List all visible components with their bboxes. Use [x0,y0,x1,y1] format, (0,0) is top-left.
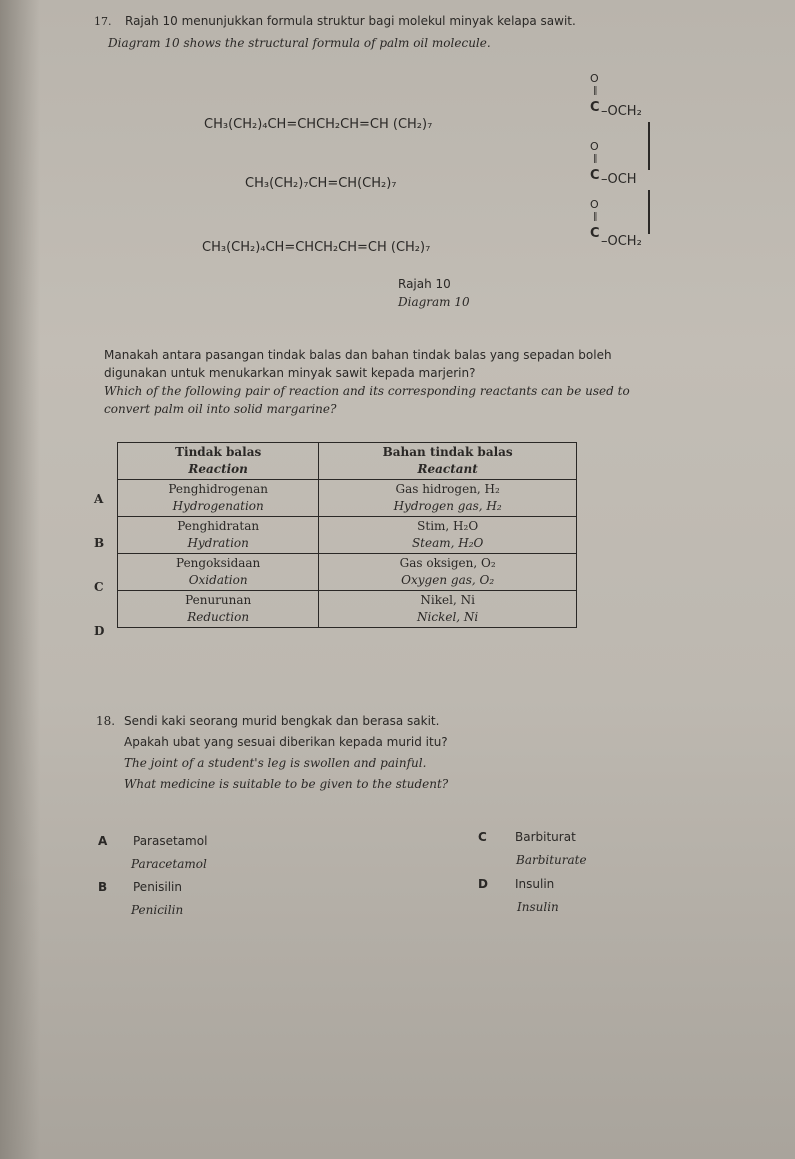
cell-reaction-a [118,480,319,517]
table-row[interactable] [118,480,577,517]
table-row[interactable] [118,591,577,628]
carbonyl-carbon-2: C [590,168,600,183]
reaction-ms: Penghidratan [177,519,260,533]
reactant-en: Oxygen gas, O₂ [401,573,495,587]
cell-reaction-d [118,591,319,628]
carbonyl-oxygen-2: O [590,140,599,153]
question-17-prompt-ms-1: Manakah antara pasangan tindak balas dan bahan tindak balas yang sepadan boleh [104,348,612,362]
double-bond-2: ‖ [593,154,598,164]
reaction-reactant-table [117,442,577,628]
reaction-en: Oxidation [188,573,248,587]
carbonyl-oxygen-1: O [590,72,599,85]
reactant-en: Hydrogen gas, H₂ [393,499,502,513]
cell-reaction-b [118,517,319,554]
option-c-en[interactable]: Barbiturate [516,853,587,867]
question-18-text-ms-2: Apakah ubat yang sesuai diberikan kepada murid itu? [124,735,448,749]
header-reactant-en: Reactant [417,462,478,476]
option-a-en[interactable]: Paracetamol [131,857,207,871]
reactant-ms: Gas oksigen, O₂ [399,556,496,570]
cell-reactant-a [319,480,577,517]
reactant-ms: Nikel, Ni [420,593,475,607]
option-c-label[interactable]: C [94,580,104,594]
option-c-letter[interactable]: C [478,830,487,844]
cell-reactant-d [319,591,577,628]
glycerol-bond-lower [648,190,650,234]
double-bond-3: ‖ [593,212,598,222]
fatty-acid-chain-1: CH₃(CH₂)₄CH=CHCH₂CH=CH (CH₂)₇ [204,117,433,132]
question-17-text-ms: Rajah 10 menunjukkan formula struktur bagi molekul minyak kelapa sawit. [125,14,576,28]
option-d-en[interactable]: Insulin [517,900,559,914]
option-a-label[interactable]: A [94,492,104,506]
carbonyl-carbon-1: C [590,100,600,115]
question-18-number: 18. [96,714,116,728]
fatty-acid-chain-2: CH₃(CH₂)₇CH=CH(CH₂)₇ [245,176,397,191]
cell-reactant-c [319,554,577,591]
glycerol-ch2-top: –OCH₂ [601,104,642,119]
question-17-prompt-en-1: Which of the following pair of reaction and its corresponding reactants can be used to [104,384,630,398]
question-17-text-en: Diagram 10 shows the structural formula of palm oil molecule. [108,36,491,50]
carbonyl-oxygen-3: O [590,198,599,211]
option-d-ms[interactable]: Insulin [515,877,555,891]
question-18-text-ms-1: Sendi kaki seorang murid bengkak dan berasa sakit. [124,714,440,728]
option-c-ms[interactable]: Barbiturat [515,830,576,844]
question-17-number: 17. [94,15,112,28]
reactant-en: Steam, H₂O [411,536,484,550]
reaction-ms: Penghidrogenan [168,482,268,496]
diagram-caption-ms: Rajah 10 [398,277,451,291]
diagram-caption-en: Diagram 10 [398,295,470,309]
fatty-acid-chain-3: CH₃(CH₂)₄CH=CHCH₂CH=CH (CH₂)₇ [202,240,431,255]
glycerol-ch-mid: –OCH [601,172,637,187]
option-a-ms[interactable]: Parasetamol [133,834,208,848]
option-b-letter[interactable]: B [98,880,108,894]
double-bond-1: ‖ [593,86,598,96]
question-17-prompt-ms-2: digunakan untuk menukarkan minyak sawit kepada marjerin? [104,366,476,380]
option-b-label[interactable]: B [94,536,105,550]
reactant-ms: Gas hidrogen, H₂ [395,482,500,496]
carbonyl-carbon-3: C [590,226,600,241]
reactant-ms: Stim, H₂O [417,519,479,533]
header-reaction-ms: Tindak balas [175,445,262,459]
page-shadow [0,0,40,1159]
option-b-ms[interactable]: Penisilin [133,880,182,894]
header-reactant-ms: Bahan tindak balas [382,445,513,459]
header-reaction [118,443,319,480]
cell-reaction-c [118,554,319,591]
question-17-prompt-en-2: convert palm oil into solid margarine? [104,402,337,416]
reaction-en: Hydration [187,536,249,550]
table-row[interactable] [118,517,577,554]
reaction-ms: Pengoksidaan [176,556,261,570]
cell-reactant-b [319,517,577,554]
option-d-label[interactable]: D [94,624,105,638]
table-row[interactable] [118,554,577,591]
option-d-letter[interactable]: D [478,877,488,891]
reactant-en: Nickel, Ni [417,610,479,624]
question-18-text-en-1: The joint of a student's leg is swollen and painful. [124,756,427,770]
header-reaction-en: Reaction [188,462,248,476]
glycerol-bond-upper [648,122,650,170]
option-b-en[interactable]: Penicilin [131,903,184,917]
reaction-en: Hydrogenation [172,499,264,513]
reaction-ms: Penurunan [185,593,252,607]
glycerol-ch2-bottom: –OCH₂ [601,234,642,249]
table-header-row [118,443,577,480]
question-18-text-en-2: What medicine is suitable to be given to the student? [124,777,449,791]
option-a-letter[interactable]: A [98,834,108,848]
reaction-en: Reduction [187,610,250,624]
header-reactant [319,443,577,480]
